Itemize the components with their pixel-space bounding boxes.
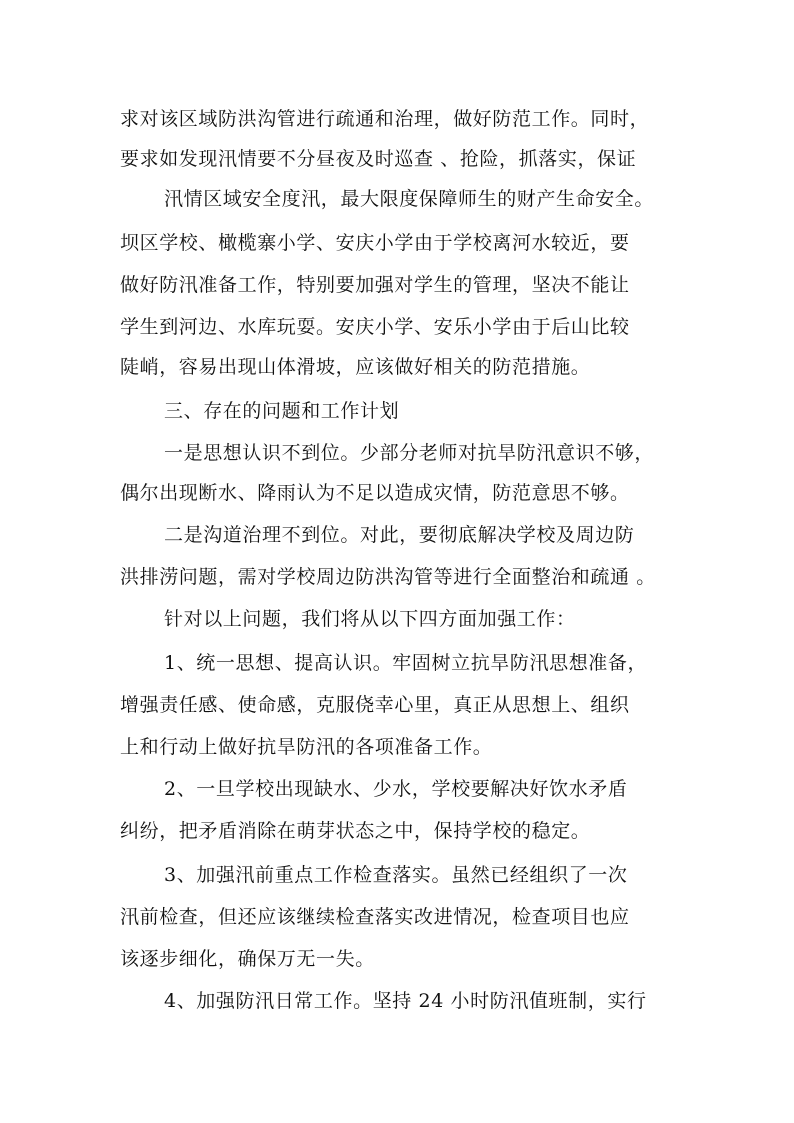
paragraph-line: 一是思想认识不到位。少部分老师对抗旱防汛意识不够， [164, 442, 655, 464]
paragraph-line: 学生到河边、水库玩耍。安庆小学、安乐小学由于后山比较 [120, 316, 630, 338]
list-item-line: 2、一旦学校出现缺水、少水，学校要解决好饮水矛盾 [164, 778, 628, 800]
list-item-line: 4、加强防汛日常工作。坚持 24 小时防汛值班制，实行 [164, 990, 647, 1012]
paragraph-line: 针对以上问题，我们将从以下四方面加强工作： [164, 608, 576, 630]
paragraph-line: 要求如发现汛情要不分昼夜及时巡查 、抢险，抓落实，保证 [120, 148, 637, 170]
list-item-line: 1、统一思想、提高认识。牢固树立抗旱防汛思想准备， [164, 652, 648, 674]
paragraph-line: 该逐步细化，确保万无一失。 [120, 948, 375, 970]
paragraph-line: 增强责任感、使命感，克服侥幸心里，真正从思想上、组织 [120, 694, 630, 716]
paragraph-line: 汛前检查，但还应该继续检查落实改进情况，检查项目也应 [120, 906, 630, 928]
paragraph-line: 坝区学校、橄榄寨小学、安庆小学由于学校离河水较近，要 [120, 232, 630, 254]
section-heading: 三、存在的问题和工作计划 [164, 400, 400, 422]
paragraph-line: 陡峭，容易出现山体滑坡，应该做好相关的防范措施。 [120, 356, 591, 378]
paragraph-line: 汛情区域安全度汛，最大限度保障师生的财产生命安全。 [164, 188, 655, 210]
paragraph-line: 上和行动上做好抗旱防汛的各项准备工作。 [120, 736, 493, 758]
list-item-line: 3、加强汛前重点工作检查落实。虽然已经组织了一次 [164, 864, 628, 886]
paragraph-line: 二是沟道治理不到位。对此，要彻底解决学校及周边防 [164, 524, 635, 546]
paragraph-line: 求对该区域防洪沟管进行疏通和治理，做好防范工作。同时， [120, 108, 650, 130]
paragraph-line: 做好防汛准备工作，特别要加强对学生的管理，坚决不能让 [120, 274, 630, 296]
paragraph-line: 洪排涝问题，需对学校周边防洪沟管等进行全面整治和疏通 。 [120, 566, 656, 588]
paragraph-line: 偶尔出现断水、降雨认为不足以造成灾情，防范意思不够。 [120, 482, 630, 504]
paragraph-line: 纠纷，把矛盾消除在萌芽状态之中，保持学校的稳定。 [120, 820, 591, 842]
